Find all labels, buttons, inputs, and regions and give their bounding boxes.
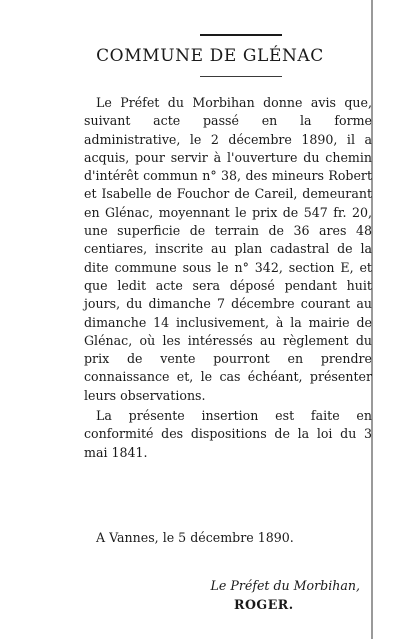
notice-title: COMMUNE DE GLÉNAC bbox=[96, 46, 324, 66]
signature-title: Le Préfet du Morbihan, bbox=[210, 578, 360, 593]
signature-name: ROGER. bbox=[234, 597, 294, 612]
notice-paragraph-2: La présente insertion est faite en conformité des dispositions de la loi du 3 mai 1841. bbox=[84, 408, 372, 460]
title-rule bbox=[200, 76, 282, 77]
date-line: A Vannes, le 5 décembre 1890. bbox=[96, 530, 294, 545]
notice-paragraph-1: Le Préfet du Morbihan donne avis que, suivant acte passé en la forme administrative, le 2 décembre 1890, il a acquis, pour servir à l'ouverture du chemin d'intérêt commun n° 38, des mineurs Robert et Isabelle de Fouchor de Careil, demeurant en Glénac, moyennant le prix de 547 fr. 20, une superficie de terrain de 36 ares 48 centiares, inscrite au plan cadastral de la dite commune sous le n° 342, section E, et que ledit acte sera déposé pendant huit jours, du dimanche 7 décembre courant au dimanche 14 inclusivement, à la mairie de Glénac, où les intéressés au règlement du prix de vente pourront en prendre connaissance et, le cas échéant, présenter leurs observations. bbox=[84, 95, 372, 403]
top-rule bbox=[200, 34, 282, 36]
notice-body bbox=[84, 94, 372, 462]
